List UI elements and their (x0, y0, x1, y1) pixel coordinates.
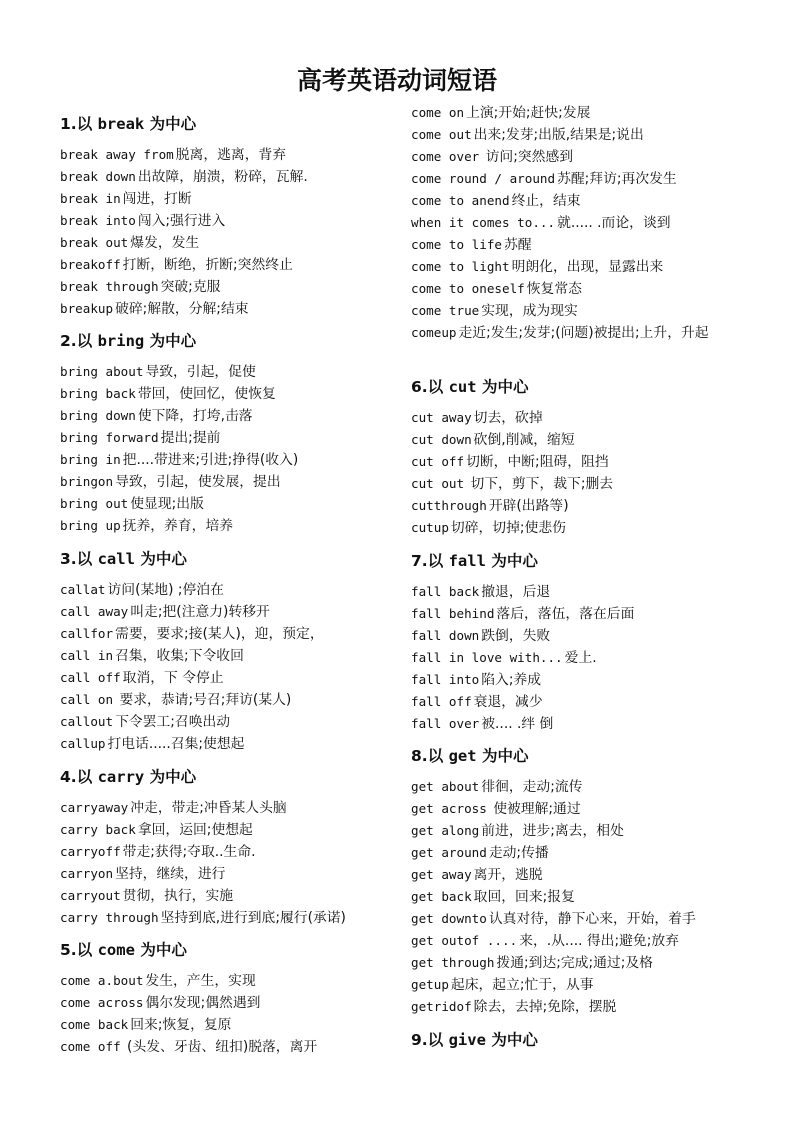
phrase-meaning: 起床，起立;忙于，从事 (450, 977, 594, 993)
phrase-entry (60, 624, 324, 644)
phrase-meaning: 访问;突然感到 (481, 149, 574, 165)
phrase-entry (60, 820, 253, 840)
phrase-entry (60, 971, 256, 991)
phrase-text: carryoff (60, 844, 121, 859)
section-prefix: 以 (76, 332, 98, 350)
phrase-meaning: (头发、牙齿、纽扣)脱落，离开 (122, 1039, 318, 1055)
phrase-entry (411, 997, 616, 1017)
section-number: 5. (60, 941, 77, 959)
phrase-text: carry back (60, 822, 136, 837)
section-prefix: 以 (76, 941, 98, 959)
phrase-text: cutthrough (411, 498, 487, 513)
section-prefix: 以 (76, 768, 98, 786)
phrase-entry (60, 690, 291, 710)
phrase-meaning: 贯彻，执行，实施 (122, 888, 234, 904)
phrase-meaning: 偶尔发现;偶然遇到 (145, 995, 261, 1011)
phrase-text: come a.bout (60, 973, 144, 988)
phrase-meaning: 出来;发芽;出版,结果是;说出 (473, 127, 644, 143)
phrase-entry (411, 452, 609, 472)
phrase-text: cut off (411, 454, 465, 469)
phrase-entry (411, 821, 624, 841)
phrase-text: bringon (60, 474, 114, 489)
phrase-text: break in (60, 191, 121, 206)
section-number: 4. (60, 768, 77, 786)
section-suffix: 为中心 (144, 768, 197, 786)
phrase-entry (60, 908, 346, 928)
phrase-text: carry through (60, 910, 159, 925)
phrase-meaning: 陷入;养成 (481, 672, 542, 688)
phrase-entry (60, 472, 281, 492)
phrase-meaning: 苏醒 (504, 237, 532, 253)
section-keyword: fall (448, 552, 486, 570)
phrase-entry (411, 931, 679, 951)
phrase-text: carryout (60, 888, 121, 903)
phrase-text: comeup (411, 325, 457, 340)
phrase-meaning: 下令罢工;召唤出动 (115, 714, 231, 730)
phrase-entry (411, 777, 582, 797)
phrase-entry (60, 668, 224, 688)
phrase-meaning: 离开，逃脱 (473, 867, 543, 883)
section-heading (60, 767, 196, 787)
phrase-text: come to life (411, 237, 502, 252)
phrase-entry (60, 1037, 317, 1057)
phrase-entry (60, 211, 225, 231)
section-heading (411, 551, 538, 571)
phrase-meaning: 除去，去掉;免除，摆脱 (473, 999, 617, 1015)
phrase-text: cut out (411, 476, 465, 491)
phrase-meaning: 明朗化，出现，显露出来 (511, 259, 664, 275)
section-prefix: 以 (427, 552, 449, 570)
phrase-entry (60, 842, 256, 862)
phrase-text: bring forward (60, 430, 159, 445)
phrase-meaning: 突破;克服 (160, 279, 221, 295)
phrase-text: get across (411, 801, 487, 816)
section-suffix: 为中心 (144, 332, 197, 350)
phrase-meaning: 出故障，崩溃，粉碎，瓦解. (137, 169, 308, 185)
phrase-meaning: 就..... .而论，谈到 (557, 215, 671, 231)
section-heading (60, 114, 196, 134)
section-heading (60, 940, 187, 960)
phrase-entry (411, 714, 553, 734)
phrase-text: breakoff (60, 257, 121, 272)
phrase-text: come out (411, 127, 472, 142)
phrase-text: come true (411, 303, 480, 318)
phrase-meaning: 走动;传播 (488, 845, 549, 861)
phrase-entry (411, 843, 549, 863)
phrase-meaning: 落后，落伍，落在后面 (496, 606, 635, 622)
phrase-meaning: 使显现;出版 (130, 496, 204, 512)
section-suffix: 为中心 (485, 552, 538, 570)
phrase-entry (411, 692, 543, 712)
phrase-entry (60, 406, 253, 426)
phrase-entry (60, 233, 199, 253)
phrase-text: bring in (60, 452, 121, 467)
section-number: 1. (60, 115, 77, 133)
section-heading (60, 331, 196, 351)
phrase-meaning: 拿回，运回;使想起 (137, 822, 253, 838)
section-keyword: give (448, 1031, 486, 1049)
phrase-meaning: 导致，引起，使发展，提出 (115, 474, 281, 490)
phrase-entry (60, 299, 249, 319)
phrase-text: come off (60, 1039, 121, 1054)
phrase-text: when it comes to... (411, 215, 556, 230)
phrase-entry (60, 428, 220, 448)
section-suffix: 为中心 (144, 115, 197, 133)
phrase-meaning: 叫走;把(注意力)转移开 (130, 604, 270, 620)
phrase-entry (60, 277, 220, 297)
section-prefix: 以 (427, 1031, 449, 1049)
phrase-meaning: 坚持到底,进行到底;履行(承诺) (160, 910, 346, 926)
phrase-text: callat (60, 582, 106, 597)
phrase-meaning: 爆发，发生 (130, 235, 200, 251)
phrase-entry (411, 169, 677, 189)
section-keyword: cut (448, 378, 477, 396)
phrase-entry (60, 646, 244, 666)
phrase-entry (411, 648, 597, 668)
phrase-entry (411, 125, 644, 145)
phrase-meaning: 拨通;到达;完成;通过;及格 (496, 955, 653, 971)
phrase-meaning: 切去，砍掉 (473, 410, 543, 426)
phrase-meaning: 切断，中断;阻碍，阻挡 (466, 454, 609, 470)
section-heading (411, 746, 529, 766)
phrase-text: cut down (411, 432, 472, 447)
phrase-entry (60, 494, 204, 514)
phrase-text: fall over (411, 716, 480, 731)
section-suffix: 为中心 (485, 1031, 538, 1049)
phrase-text: bring up (60, 518, 121, 533)
phrase-entry (60, 864, 225, 884)
phrase-entry (411, 474, 613, 494)
section-prefix: 以 (76, 115, 98, 133)
phrase-text: get around (411, 845, 487, 860)
phrase-meaning: 提出;提前 (160, 430, 221, 446)
phrase-entry (411, 626, 550, 646)
phrase-entry (60, 798, 287, 818)
phrase-text: cut away (411, 410, 472, 425)
section-keyword: break (97, 115, 145, 133)
phrase-meaning: 需要，要求;接(某人)，迎，预定， (115, 626, 324, 642)
phrase-entry (411, 191, 581, 211)
section-keyword: carry (97, 768, 145, 786)
phrase-meaning: 前进，进步;离去，相处 (481, 823, 624, 839)
phrase-entry (60, 734, 244, 754)
phrase-entry (60, 712, 230, 732)
section-number: 3. (60, 550, 77, 568)
phrase-text: get back (411, 889, 472, 904)
phrase-meaning: 把....带进来;引进;挣得(收入) (122, 452, 299, 468)
phrase-entry (60, 189, 192, 209)
phrase-entry (411, 323, 741, 343)
page-title: 高考英语动词短语 (296, 66, 497, 95)
phrase-meaning: 取回，回来;报复 (473, 889, 575, 905)
phrase-text: callfor (60, 626, 114, 641)
phrase-text: breakup (60, 301, 114, 316)
section-keyword: call (97, 550, 135, 568)
phrase-text: come to light (411, 259, 510, 274)
phrase-entry (60, 145, 286, 165)
phrase-text: come round / around (411, 171, 556, 186)
phrase-meaning: 带回，使回忆，使恢复 (137, 386, 276, 402)
phrase-entry (60, 580, 224, 600)
phrase-entry (60, 450, 298, 470)
phrase-meaning: 闯入;强行进入 (137, 213, 226, 229)
phrase-entry (411, 103, 590, 123)
phrase-text: get outof .... (411, 933, 518, 948)
phrase-text: getup (411, 977, 449, 992)
phrase-meaning: 衰退，减少 (473, 694, 543, 710)
phrase-entry (60, 602, 270, 622)
section-number: 7. (411, 552, 428, 570)
phrase-text: call in (60, 648, 114, 663)
phrase-entry (411, 909, 696, 929)
phrase-entry (411, 582, 550, 602)
phrase-text: get away (411, 867, 472, 882)
phrase-text: cutup (411, 520, 449, 535)
phrase-meaning: 冲走，带走;冲昏某人头脑 (130, 800, 287, 816)
phrase-text: come back (60, 1017, 129, 1032)
phrase-meaning: 抚养，养育，培养 (122, 518, 234, 534)
phrase-meaning: 闯进，打断 (122, 191, 192, 207)
phrase-entry (411, 301, 578, 321)
phrase-entry (411, 518, 566, 538)
phrase-entry (411, 257, 663, 277)
phrase-text: call away (60, 604, 129, 619)
phrase-text: come over (411, 149, 480, 164)
section-heading (60, 549, 187, 569)
phrase-meaning: 发生，产生，实现 (145, 973, 256, 989)
phrase-entry (60, 362, 256, 382)
phrase-meaning: 恢复常态 (526, 281, 582, 297)
phrase-entry (60, 993, 260, 1013)
phrase-meaning: 认真对待，静下心来，开始，着手 (488, 911, 696, 927)
phrase-entry (411, 953, 653, 973)
section-suffix: 为中心 (476, 747, 529, 765)
phrase-text: callup (60, 736, 106, 751)
phrase-entry (411, 235, 532, 255)
phrase-meaning: 召集，收集;下令收回 (115, 648, 244, 664)
phrase-entry (411, 147, 573, 167)
section-keyword: bring (97, 332, 145, 350)
section-prefix: 以 (427, 747, 449, 765)
phrase-text: break through (60, 279, 159, 294)
phrase-entry (411, 865, 543, 885)
phrase-meaning: 坚持，继续，进行 (115, 866, 226, 882)
phrase-meaning: 切下，剪下，裁下;删去 (466, 476, 614, 492)
section-number: 2. (60, 332, 77, 350)
phrase-entry (411, 799, 581, 819)
phrase-text: break out (60, 235, 129, 250)
phrase-meaning: 使被理解;通过 (488, 801, 581, 817)
phrase-meaning: 跌倒，失败 (481, 628, 551, 644)
phrase-meaning: 使下降，打垮,击落 (137, 408, 253, 424)
phrase-text: get along (411, 823, 480, 838)
phrase-text: get through (411, 955, 495, 970)
phrase-text: fall back (411, 584, 480, 599)
phrase-text: come to oneself (411, 281, 525, 296)
phrase-text: bring down (60, 408, 136, 423)
section-number: 9. (411, 1031, 428, 1049)
section-keyword: come (97, 941, 135, 959)
phrase-text: carryon (60, 866, 114, 881)
phrase-meaning: 来，.从.... 得出;避免;放弃 (519, 933, 679, 949)
phrase-text: fall behind (411, 606, 495, 621)
phrase-meaning: 徘徊，走动;流传 (481, 779, 583, 795)
phrase-entry (411, 408, 543, 428)
phrase-entry (411, 496, 569, 516)
phrase-text: call on (60, 692, 114, 707)
phrase-entry (411, 279, 582, 299)
phrase-entry (60, 384, 276, 404)
section-heading (411, 1030, 538, 1050)
phrase-entry (411, 213, 671, 233)
phrase-meaning: 导致，引起，促使 (145, 364, 256, 380)
phrase-entry (60, 255, 293, 275)
phrase-meaning: 回来;恢复，复原 (130, 1017, 232, 1033)
phrase-text: fall in love with... (411, 650, 563, 665)
phrase-text: carryaway (60, 800, 129, 815)
phrase-meaning: 被.... .绊 倒 (481, 716, 554, 732)
phrase-meaning: 取消，下 令停止 (122, 670, 224, 686)
section-prefix: 以 (427, 378, 449, 396)
phrase-meaning: 实现，成为现实 (481, 303, 578, 319)
phrase-meaning: 开辟(出路等) (488, 498, 569, 514)
phrase-text: fall down (411, 628, 480, 643)
phrase-text: callout (60, 714, 114, 729)
section-number: 6. (411, 378, 428, 396)
section-suffix: 为中心 (476, 378, 529, 396)
phrase-meaning: 破碎;解散，分解;结束 (115, 301, 249, 317)
phrase-text: come across (60, 995, 144, 1010)
phrase-entry (411, 430, 575, 450)
phrase-text: bring out (60, 496, 129, 511)
phrase-meaning: 带走;获得;夺取..生命. (122, 844, 256, 860)
phrase-meaning: 砍倒,削减，缩短 (473, 432, 575, 448)
phrase-entry (60, 167, 308, 187)
phrase-meaning: 上演;开始;赶快;发展 (466, 105, 591, 121)
section-number: 8. (411, 747, 428, 765)
phrase-text: break into (60, 213, 136, 228)
phrase-meaning: 苏醒;拜访;再次发生 (557, 171, 677, 187)
phrase-meaning: 终止，结束 (511, 193, 581, 209)
phrase-text: break down (60, 169, 136, 184)
phrase-meaning: 爱上. (564, 650, 597, 666)
section-suffix: 为中心 (134, 941, 187, 959)
phrase-entry (60, 886, 233, 906)
phrase-meaning: 要求，恭请;号召;拜访(某人) (115, 692, 292, 708)
phrase-meaning: 访问(某地) ;停泊在 (107, 582, 224, 598)
phrase-entry (60, 516, 233, 536)
phrase-text: fall into (411, 672, 480, 687)
phrase-text: bring about (60, 364, 144, 379)
section-suffix: 为中心 (134, 550, 187, 568)
phrase-entry (411, 887, 575, 907)
phrase-text: getridof (411, 999, 472, 1014)
section-heading (411, 377, 529, 397)
phrase-text: come to anend (411, 193, 510, 208)
phrase-text: come on (411, 105, 465, 120)
section-prefix: 以 (76, 550, 98, 568)
phrase-meaning: 切碎，切掉;使悲伤 (450, 520, 566, 536)
phrase-meaning: 脱离，逃离，背弃 (175, 147, 287, 163)
phrase-entry (411, 604, 634, 624)
phrase-meaning: 走近;发生;发芽;(问题)被提出;上升，升起 (458, 325, 709, 341)
phrase-meaning: 打断，断绝，折断;突然终止 (122, 257, 293, 273)
phrase-text: fall off (411, 694, 472, 709)
phrase-entry (60, 1015, 231, 1035)
phrase-text: get downto (411, 911, 487, 926)
section-keyword: get (448, 747, 477, 765)
phrase-text: break away from (60, 147, 174, 162)
phrase-meaning: 撤退，后退 (481, 584, 551, 600)
phrase-entry (411, 975, 594, 995)
phrase-entry (411, 670, 541, 690)
phrase-text: get about (411, 779, 480, 794)
phrase-meaning: 打电话.....召集;使想起 (107, 736, 245, 752)
phrase-text: call off (60, 670, 121, 685)
phrase-text: bring back (60, 386, 136, 401)
